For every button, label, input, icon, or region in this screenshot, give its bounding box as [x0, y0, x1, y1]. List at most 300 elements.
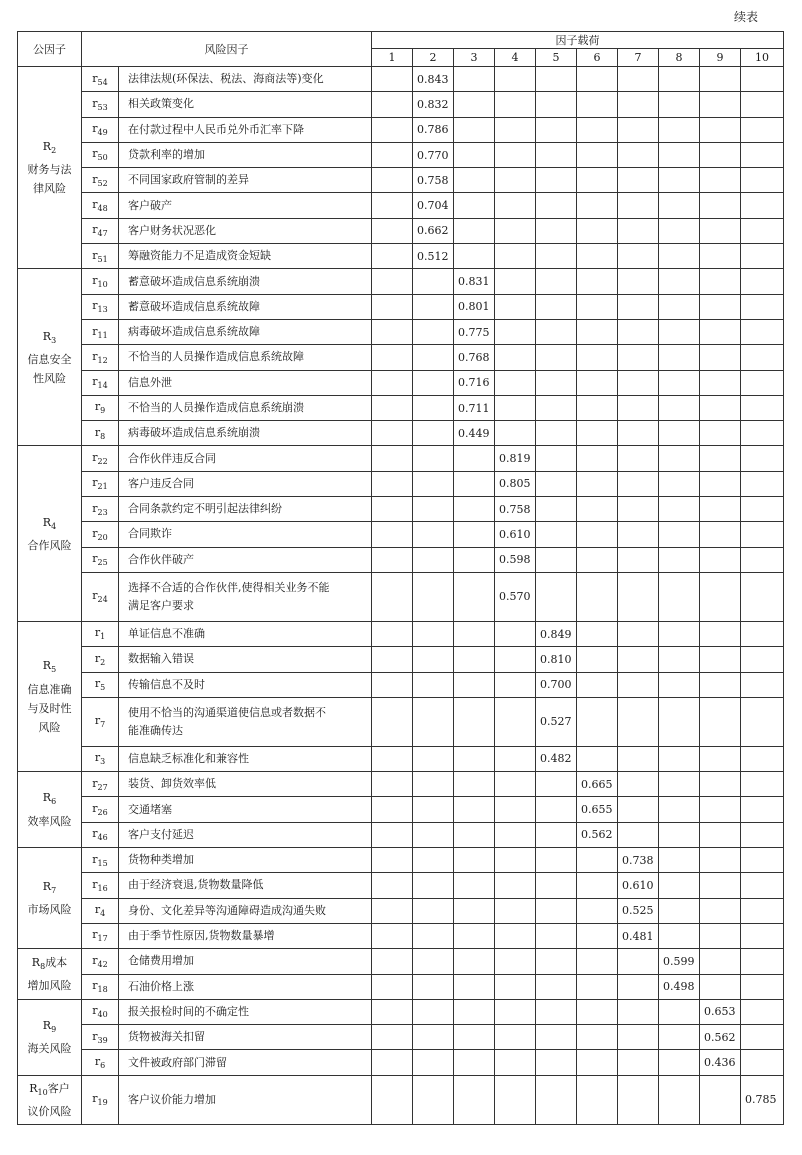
empty-loading-cell	[495, 1025, 536, 1050]
empty-loading-cell	[413, 294, 454, 319]
risk-code-cell: $r_{46}$	[82, 822, 119, 847]
public-factor-name: 信息准确 与及时性 风险	[27, 682, 72, 734]
empty-loading-cell	[413, 797, 454, 822]
empty-loading-cell	[577, 67, 618, 92]
empty-loading-cell	[536, 1050, 577, 1075]
empty-loading-cell	[700, 421, 741, 446]
risk-description-cell: 交通堵塞	[119, 797, 372, 822]
empty-loading-cell	[577, 898, 618, 923]
empty-loading-cell	[618, 974, 659, 999]
empty-loading-cell	[741, 319, 784, 344]
empty-loading-cell	[618, 999, 659, 1024]
empty-loading-cell	[577, 697, 618, 746]
empty-loading-cell	[659, 772, 700, 797]
empty-loading-cell	[659, 67, 700, 92]
table-row	[18, 446, 784, 471]
empty-loading-cell	[659, 345, 700, 370]
empty-loading-cell	[372, 421, 413, 446]
empty-loading-cell	[495, 848, 536, 873]
public-factor-cell	[18, 999, 82, 1075]
public-factor-name: 信息安全 性风险	[27, 353, 72, 385]
empty-loading-cell	[618, 92, 659, 117]
table-row	[18, 647, 784, 672]
empty-loading-cell	[413, 999, 454, 1024]
empty-loading-cell	[372, 873, 413, 898]
empty-loading-cell	[577, 547, 618, 572]
empty-loading-cell	[413, 522, 454, 547]
empty-loading-cell	[741, 621, 784, 646]
empty-loading-cell	[700, 974, 741, 999]
empty-loading-cell	[536, 421, 577, 446]
public-factor-cell	[18, 67, 82, 269]
empty-loading-cell	[413, 1050, 454, 1075]
empty-loading-cell	[577, 522, 618, 547]
empty-loading-cell	[536, 522, 577, 547]
empty-loading-cell	[372, 1075, 413, 1124]
risk-description-cell: 蓄意破坏造成信息系统故障	[119, 294, 372, 319]
empty-loading-cell	[495, 168, 536, 193]
empty-loading-cell	[659, 848, 700, 873]
empty-loading-cell	[577, 92, 618, 117]
empty-loading-cell	[618, 647, 659, 672]
public-factor-cell	[18, 1075, 82, 1124]
table-row	[18, 471, 784, 496]
empty-loading-cell	[659, 873, 700, 898]
empty-loading-cell	[741, 1025, 784, 1050]
empty-loading-cell	[413, 319, 454, 344]
empty-loading-cell	[659, 269, 700, 294]
empty-loading-cell	[372, 1050, 413, 1075]
empty-loading-cell	[536, 848, 577, 873]
table-row	[18, 395, 784, 420]
risk-description-cell: 客户违反合同	[119, 471, 372, 496]
empty-loading-cell	[372, 1025, 413, 1050]
table-row	[18, 1075, 784, 1124]
empty-loading-cell	[618, 395, 659, 420]
header-column-2: 2	[413, 49, 454, 67]
loading-value-cell: 0.662	[413, 218, 454, 243]
empty-loading-cell	[741, 647, 784, 672]
empty-loading-cell	[536, 497, 577, 522]
risk-description-cell: 客户支付延迟	[119, 822, 372, 847]
empty-loading-cell	[618, 67, 659, 92]
empty-loading-cell	[413, 672, 454, 697]
empty-loading-cell	[413, 647, 454, 672]
empty-loading-cell	[700, 547, 741, 572]
loading-value-cell: 0.700	[536, 672, 577, 697]
empty-loading-cell	[372, 471, 413, 496]
empty-loading-cell	[577, 572, 618, 621]
empty-loading-cell	[618, 572, 659, 621]
risk-description-cell: 在付款过程中人民币兑外币汇率下降	[119, 117, 372, 142]
loading-value-cell: 0.436	[700, 1050, 741, 1075]
empty-loading-cell	[741, 974, 784, 999]
header-column-10: 10	[741, 49, 784, 67]
empty-loading-cell	[659, 1075, 700, 1124]
empty-loading-cell	[372, 142, 413, 167]
empty-loading-cell	[659, 697, 700, 746]
empty-loading-cell	[577, 497, 618, 522]
empty-loading-cell	[372, 746, 413, 771]
empty-loading-cell	[495, 1075, 536, 1124]
empty-loading-cell	[495, 294, 536, 319]
empty-loading-cell	[495, 949, 536, 974]
empty-loading-cell	[577, 1050, 618, 1075]
empty-loading-cell	[536, 1075, 577, 1124]
empty-loading-cell	[700, 621, 741, 646]
empty-loading-cell	[618, 269, 659, 294]
empty-loading-cell	[413, 746, 454, 771]
empty-loading-cell	[536, 1025, 577, 1050]
empty-loading-cell	[536, 772, 577, 797]
loading-value-cell: 0.598	[495, 547, 536, 572]
table-row	[18, 67, 784, 92]
empty-loading-cell	[372, 269, 413, 294]
empty-loading-cell	[700, 294, 741, 319]
public-factor-name: 市场风险	[27, 903, 72, 917]
risk-code-cell: $r_5$	[82, 672, 119, 697]
empty-loading-cell	[659, 218, 700, 243]
empty-loading-cell	[536, 873, 577, 898]
empty-loading-cell	[413, 572, 454, 621]
loading-value-cell: 0.482	[536, 746, 577, 771]
empty-loading-cell	[413, 621, 454, 646]
table-row	[18, 1050, 784, 1075]
loading-value-cell: 0.831	[454, 269, 495, 294]
empty-loading-cell	[741, 547, 784, 572]
loading-value-cell: 0.738	[618, 848, 659, 873]
empty-loading-cell	[536, 471, 577, 496]
risk-code-cell: $r_{10}$	[82, 269, 119, 294]
empty-loading-cell	[741, 697, 784, 746]
table-row	[18, 370, 784, 395]
loading-value-cell: 0.768	[454, 345, 495, 370]
header-factor-loading: 因子载荷	[372, 32, 784, 49]
header-risk-factor: 风险因子	[82, 32, 372, 67]
risk-code-cell: $r_{18}$	[82, 974, 119, 999]
table-row	[18, 772, 784, 797]
table-row	[18, 421, 784, 446]
empty-loading-cell	[454, 522, 495, 547]
empty-loading-cell	[495, 1050, 536, 1075]
public-factor-id: $R_4$	[42, 515, 57, 531]
empty-loading-cell	[536, 67, 577, 92]
empty-loading-cell	[659, 522, 700, 547]
public-factor-cell	[18, 269, 82, 446]
empty-loading-cell	[454, 1025, 495, 1050]
risk-code-cell: $r_{15}$	[82, 848, 119, 873]
empty-loading-cell	[700, 269, 741, 294]
empty-loading-cell	[454, 647, 495, 672]
empty-loading-cell	[700, 142, 741, 167]
empty-loading-cell	[618, 621, 659, 646]
public-factor-name: 客户 议价风险	[27, 1081, 72, 1118]
public-factor-id: $R_9$	[42, 1019, 57, 1035]
empty-loading-cell	[700, 797, 741, 822]
table-row	[18, 949, 784, 974]
risk-description-cell: 报关报检时间的不确定性	[119, 999, 372, 1024]
empty-loading-cell	[454, 974, 495, 999]
loading-value-cell: 0.570	[495, 572, 536, 621]
table-row	[18, 898, 784, 923]
table-row	[18, 218, 784, 243]
empty-loading-cell	[659, 497, 700, 522]
empty-loading-cell	[372, 647, 413, 672]
public-factor-name: 效率风险	[27, 814, 72, 828]
empty-loading-cell	[495, 218, 536, 243]
empty-loading-cell	[372, 697, 413, 746]
table-row	[18, 999, 784, 1024]
empty-loading-cell	[618, 193, 659, 218]
empty-loading-cell	[495, 345, 536, 370]
loading-value-cell: 0.610	[495, 522, 536, 547]
empty-loading-cell	[413, 471, 454, 496]
loading-value-cell: 0.758	[413, 168, 454, 193]
empty-loading-cell	[659, 999, 700, 1024]
header-column-3: 3	[454, 49, 495, 67]
empty-loading-cell	[372, 522, 413, 547]
risk-description-cell: 数据输入错误	[119, 647, 372, 672]
empty-loading-cell	[741, 168, 784, 193]
risk-description-cell: 由于季节性原因,货物数量暴增	[119, 923, 372, 948]
empty-loading-cell	[495, 269, 536, 294]
loading-value-cell: 0.832	[413, 92, 454, 117]
empty-loading-cell	[536, 395, 577, 420]
empty-loading-cell	[495, 395, 536, 420]
empty-loading-cell	[454, 168, 495, 193]
empty-loading-cell	[413, 1075, 454, 1124]
empty-loading-cell	[659, 471, 700, 496]
risk-code-cell: $r_{23}$	[82, 497, 119, 522]
header-column-5: 5	[536, 49, 577, 67]
empty-loading-cell	[413, 898, 454, 923]
empty-loading-cell	[372, 974, 413, 999]
risk-code-cell: $r_{27}$	[82, 772, 119, 797]
empty-loading-cell	[577, 471, 618, 496]
loading-value-cell: 0.655	[577, 797, 618, 822]
table-row	[18, 746, 784, 771]
risk-description-cell: 客户财务状况恶化	[119, 218, 372, 243]
empty-loading-cell	[659, 923, 700, 948]
empty-loading-cell	[454, 244, 495, 269]
empty-loading-cell	[536, 797, 577, 822]
empty-loading-cell	[659, 621, 700, 646]
empty-loading-cell	[495, 421, 536, 446]
empty-loading-cell	[700, 370, 741, 395]
loading-value-cell: 0.849	[536, 621, 577, 646]
empty-loading-cell	[741, 92, 784, 117]
empty-loading-cell	[618, 168, 659, 193]
public-factor-id: $R_6$	[42, 791, 57, 807]
empty-loading-cell	[700, 446, 741, 471]
empty-loading-cell	[372, 999, 413, 1024]
risk-code-cell: $r_{52}$	[82, 168, 119, 193]
risk-description-cell: 信息外泄	[119, 370, 372, 395]
empty-loading-cell	[577, 395, 618, 420]
empty-loading-cell	[413, 1025, 454, 1050]
empty-loading-cell	[536, 142, 577, 167]
risk-description-cell: 不恰当的人员操作造成信息系统故障	[119, 345, 372, 370]
empty-loading-cell	[577, 848, 618, 873]
empty-loading-cell	[536, 898, 577, 923]
table-row	[18, 193, 784, 218]
empty-loading-cell	[372, 547, 413, 572]
empty-loading-cell	[700, 572, 741, 621]
empty-loading-cell	[454, 1050, 495, 1075]
empty-loading-cell	[454, 547, 495, 572]
empty-loading-cell	[618, 497, 659, 522]
table-row	[18, 117, 784, 142]
risk-description-cell: 装货、卸货效率低	[119, 772, 372, 797]
loading-value-cell: 0.512	[413, 244, 454, 269]
risk-description-cell: 不恰当的人员操作造成信息系统崩溃	[119, 395, 372, 420]
empty-loading-cell	[659, 446, 700, 471]
empty-loading-cell	[741, 193, 784, 218]
loading-value-cell: 0.562	[700, 1025, 741, 1050]
table-row	[18, 672, 784, 697]
table-row	[18, 547, 784, 572]
risk-description-cell: 传输信息不及时	[119, 672, 372, 697]
risk-code-cell: $r_{48}$	[82, 193, 119, 218]
empty-loading-cell	[454, 218, 495, 243]
factor-loading-table	[17, 31, 784, 1125]
empty-loading-cell	[741, 395, 784, 420]
empty-loading-cell	[413, 547, 454, 572]
risk-code-cell: $r_{25}$	[82, 547, 119, 572]
risk-code-cell: $r_{47}$	[82, 218, 119, 243]
table-row	[18, 345, 784, 370]
empty-loading-cell	[659, 547, 700, 572]
empty-loading-cell	[372, 923, 413, 948]
empty-loading-cell	[454, 471, 495, 496]
empty-loading-cell	[454, 446, 495, 471]
table-row	[18, 294, 784, 319]
empty-loading-cell	[741, 67, 784, 92]
empty-loading-cell	[577, 949, 618, 974]
empty-loading-cell	[495, 370, 536, 395]
risk-description-cell: 文件被政府部门滞留	[119, 1050, 372, 1075]
empty-loading-cell	[618, 117, 659, 142]
empty-loading-cell	[372, 949, 413, 974]
empty-loading-cell	[577, 1025, 618, 1050]
risk-description-cell: 筹融资能力不足造成资金短缺	[119, 244, 372, 269]
empty-loading-cell	[372, 848, 413, 873]
table-row	[18, 522, 784, 547]
risk-code-cell: $r_{51}$	[82, 244, 119, 269]
table-row	[18, 572, 784, 621]
empty-loading-cell	[659, 142, 700, 167]
empty-loading-cell	[618, 345, 659, 370]
empty-loading-cell	[577, 244, 618, 269]
empty-loading-cell	[413, 822, 454, 847]
empty-loading-cell	[536, 193, 577, 218]
empty-loading-cell	[741, 1050, 784, 1075]
public-factor-id: $R_8$	[31, 955, 46, 972]
loading-value-cell: 0.704	[413, 193, 454, 218]
risk-description-cell: 客户议价能力增加	[119, 1075, 372, 1124]
risk-description-cell: 货物种类增加	[119, 848, 372, 873]
empty-loading-cell	[741, 294, 784, 319]
empty-loading-cell	[454, 746, 495, 771]
table-row	[18, 1025, 784, 1050]
empty-loading-cell	[495, 999, 536, 1024]
empty-loading-cell	[577, 421, 618, 446]
empty-loading-cell	[372, 67, 413, 92]
risk-description-cell: 身份、文化差异等沟通障碍造成沟通失败	[119, 898, 372, 923]
table-row	[18, 923, 784, 948]
loading-value-cell: 0.562	[577, 822, 618, 847]
public-factor-name: 合作风险	[27, 538, 72, 552]
empty-loading-cell	[577, 446, 618, 471]
empty-loading-cell	[618, 772, 659, 797]
empty-loading-cell	[741, 446, 784, 471]
empty-loading-cell	[577, 999, 618, 1024]
loading-value-cell: 0.449	[454, 421, 495, 446]
table-row	[18, 974, 784, 999]
header-column-7: 7	[618, 49, 659, 67]
risk-code-cell: $r_3$	[82, 746, 119, 771]
empty-loading-cell	[413, 269, 454, 294]
empty-loading-cell	[577, 923, 618, 948]
empty-loading-cell	[454, 848, 495, 873]
public-factor-cell	[18, 949, 82, 1000]
empty-loading-cell	[741, 672, 784, 697]
empty-loading-cell	[495, 117, 536, 142]
empty-loading-cell	[495, 244, 536, 269]
empty-loading-cell	[454, 949, 495, 974]
empty-loading-cell	[536, 244, 577, 269]
empty-loading-cell	[536, 949, 577, 974]
empty-loading-cell	[372, 319, 413, 344]
empty-loading-cell	[454, 67, 495, 92]
empty-loading-cell	[700, 471, 741, 496]
empty-loading-cell	[495, 193, 536, 218]
empty-loading-cell	[700, 772, 741, 797]
public-factor-cell	[18, 621, 82, 771]
loading-value-cell: 0.805	[495, 471, 536, 496]
empty-loading-cell	[454, 822, 495, 847]
empty-loading-cell	[618, 421, 659, 446]
empty-loading-cell	[372, 395, 413, 420]
empty-loading-cell	[659, 672, 700, 697]
empty-loading-cell	[577, 218, 618, 243]
empty-loading-cell	[659, 746, 700, 771]
loading-value-cell: 0.843	[413, 67, 454, 92]
empty-loading-cell	[700, 497, 741, 522]
empty-loading-cell	[454, 999, 495, 1024]
empty-loading-cell	[372, 370, 413, 395]
empty-loading-cell	[495, 621, 536, 646]
empty-loading-cell	[454, 923, 495, 948]
empty-loading-cell	[700, 395, 741, 420]
empty-loading-cell	[454, 142, 495, 167]
loading-value-cell: 0.665	[577, 772, 618, 797]
empty-loading-cell	[700, 873, 741, 898]
empty-loading-cell	[454, 772, 495, 797]
empty-loading-cell	[659, 1025, 700, 1050]
risk-description-cell: 货物被海关扣留	[119, 1025, 372, 1050]
empty-loading-cell	[577, 974, 618, 999]
loading-value-cell: 0.525	[618, 898, 659, 923]
loading-value-cell: 0.711	[454, 395, 495, 420]
empty-loading-cell	[741, 345, 784, 370]
table-row	[18, 168, 784, 193]
empty-loading-cell	[618, 697, 659, 746]
empty-loading-cell	[659, 647, 700, 672]
empty-loading-cell	[536, 370, 577, 395]
table-row	[18, 873, 784, 898]
empty-loading-cell	[577, 117, 618, 142]
